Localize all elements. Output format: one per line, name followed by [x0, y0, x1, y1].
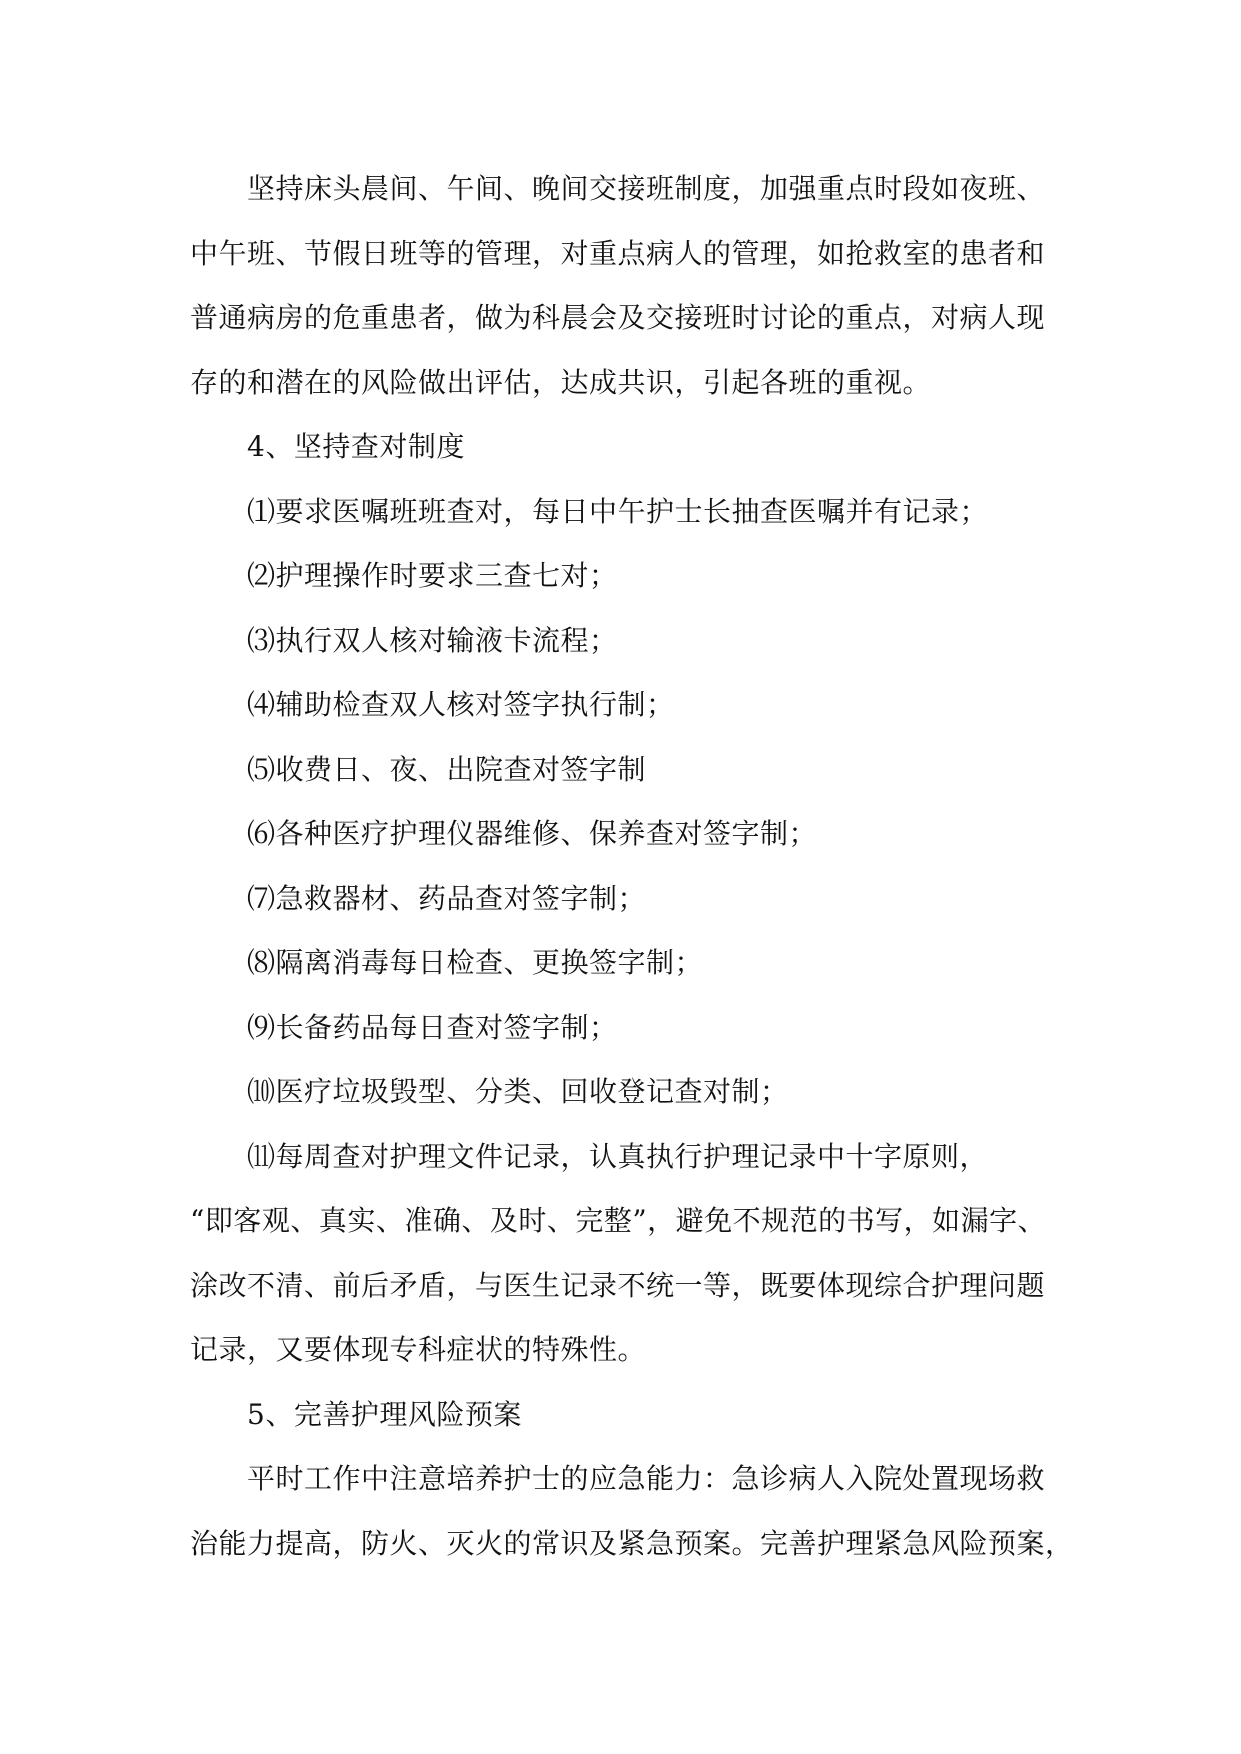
emergency-plan-paragraph: [190, 1447, 1074, 1576]
list-item: ⑷辅助检查双人核对签字执行制；: [247, 688, 675, 721]
document-body: [190, 157, 1074, 1576]
list-item: ⑽医疗垃圾毁型、分类、回收登记查对制；: [247, 1075, 789, 1108]
list-item: ⑵护理操作时要求三查七对；: [247, 559, 618, 592]
section-5-heading: 5、完善护理风险预案: [247, 1397, 522, 1431]
paragraph-line: 平时工作中注意培养护士的应急能力：急诊病人入院处置现场救: [247, 1462, 1046, 1495]
list-item-11: [190, 1125, 1070, 1383]
list-item: ⑶执行双人核对输液卡流程；: [247, 623, 618, 657]
list-item: ⑼长备药品每日查对签字制；: [247, 1010, 618, 1044]
paragraph-line: 中午班、节假日班等的管理，对重点病人的管理，如抢救室的患者和: [190, 236, 1046, 270]
paragraph-line: 存的和潜在的风险做出评估，达成共识，引起各班的重视。: [190, 365, 932, 399]
list-item: ⑹各种医疗护理仪器维修、保养查对签字制；: [247, 817, 818, 850]
paragraph-line: 坚持床头晨间、午间、晚间交接班制度，加强重点时段如夜班、: [247, 172, 1046, 205]
section-4-heading: 4、坚持查对制度: [247, 430, 465, 463]
paragraph-line: 记录，又要体现专科症状的特殊性。: [190, 1333, 647, 1366]
paragraph-line: “即客观、真实、准确、及时、完整”，避免不规范的书写，如漏字、: [190, 1204, 1047, 1237]
paragraph-line: 治能力提高，防火、灭火的常识及紧急预案。完善护理紧急风险预案，: [190, 1526, 1074, 1560]
paragraph-line: 涂改不清、前后矛盾，与医生记录不统一等，既要体现综合护理问题: [190, 1268, 1046, 1302]
list-item: ⑴要求医嘱班班查对，每日中午护士长抽查医嘱并有记录；: [247, 494, 989, 528]
handover-paragraph: [190, 157, 1070, 415]
paragraph-line: 普通病房的危重患者，做为科晨会及交接班时讨论的重点，对病人现: [190, 301, 1046, 334]
checking-system-list: [190, 480, 1070, 1125]
list-item: ⑻隔离消毒每日检查、更换签字制；: [247, 946, 704, 979]
paragraph-line: ⑾每周查对护理文件记录，认真执行护理记录中十字原则，: [247, 1139, 989, 1173]
list-item: ⑸收费日、夜、出院查对签字制: [247, 752, 647, 786]
list-item: ⑺急救器材、药品查对签字制；: [247, 881, 647, 915]
